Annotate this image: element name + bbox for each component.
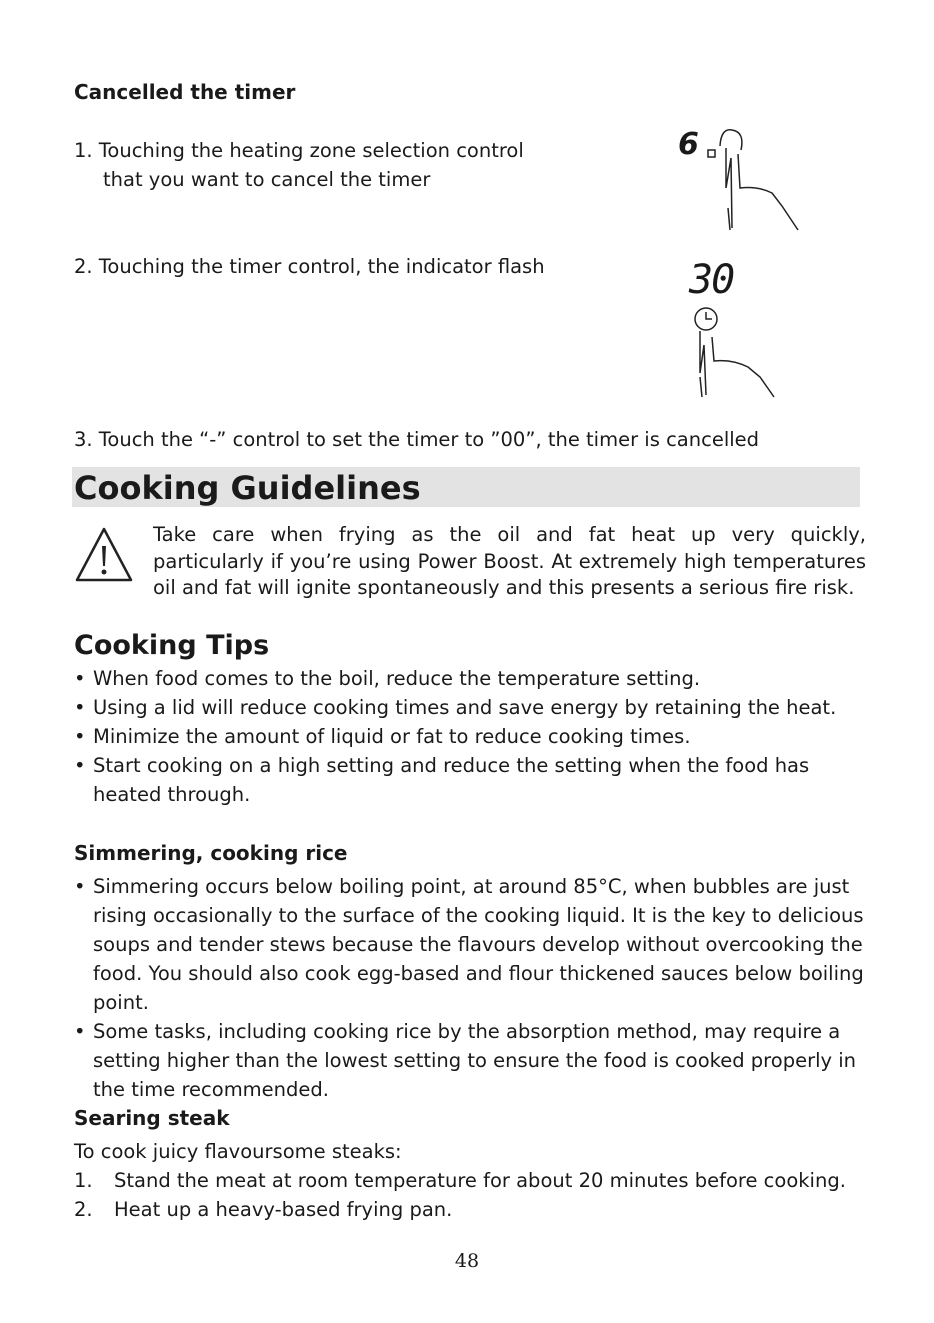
step-text: Heat up a heavy-based frying pan. <box>114 1198 453 1221</box>
step-number: 1. <box>74 1169 93 1192</box>
list-item: • When food comes to the boil, reduce the temperature setting. <box>74 664 864 693</box>
timer-step-1-line-1: 1. Touching the heating zone selection control <box>74 139 524 162</box>
list-item: • Start cooking on a high setting and reduce the setting when the food has heated through. <box>74 751 864 809</box>
page-number: 48 <box>454 1250 480 1272</box>
simmering-list <box>74 872 870 1104</box>
list-item: • Minimize the amount of liquid or fat to reduce cooking times. <box>74 722 864 751</box>
fire-risk-warning: Take care when frying as the oil and fat heat up very quickly, particularly if you’re using Power Boost. At extremely high temperatures oil and fat will ignite spontaneously and this presents a serious fire risk. <box>153 523 866 599</box>
searing-heading: Searing steak <box>74 1106 230 1130</box>
searing-step <box>74 1195 874 1224</box>
timer-step-1-line-2: that you want to cancel the timer <box>103 168 431 191</box>
warning-triangle-icon <box>75 526 135 584</box>
simmering-heading: Simmering, cooking rice <box>74 841 348 865</box>
timer-step-3: 3. Touch the “-” control to set the timer to ”00”, the timer is cancelled <box>74 428 760 451</box>
zone-display-digit: 6 <box>678 127 699 162</box>
list-item: • Using a lid will reduce cooking times and save energy by retaining the heat. <box>74 693 864 722</box>
step-text: Stand the meat at room temperature for about 20 minutes before cooking. <box>114 1169 846 1192</box>
timer-display-digits: 30 <box>689 257 734 303</box>
list-item: • Some tasks, including cooking rice by the absorption method, may require a setting higher than the lowest setting to ensure the food is cooked properly in the time recommended. <box>74 1017 870 1104</box>
list-item: • Simmering occurs below boiling point, at around 85°C, when bubbles are just rising occasionally to the surface of the cooking liquid. It is the key to delicious soups and tender stews because the flavours develop without overcooking the food. You should also cook egg-based and flour thickened sauces below boiling point. <box>74 872 870 1017</box>
searing-steps <box>74 1166 874 1224</box>
hand-touch-timer-icon <box>688 305 798 405</box>
tips-title: Cooking Tips <box>74 630 270 661</box>
timer-step-2: 2. Touching the timer control, the indicator flash <box>74 255 545 278</box>
timer-heading: Cancelled the timer <box>74 80 296 104</box>
searing-intro: To cook juicy flavoursome steaks: <box>74 1140 402 1163</box>
searing-step <box>74 1166 874 1195</box>
tips-list <box>74 664 864 809</box>
step-number: 2. <box>74 1198 93 1221</box>
guidelines-title: Cooking Guidelines <box>74 469 421 507</box>
hand-touch-zone-icon <box>668 118 828 238</box>
